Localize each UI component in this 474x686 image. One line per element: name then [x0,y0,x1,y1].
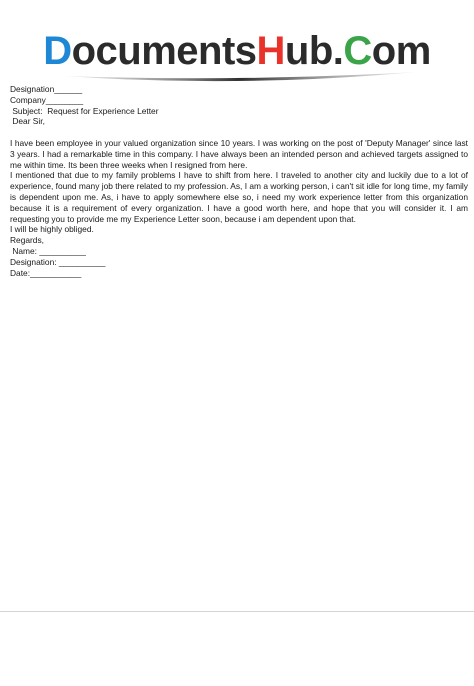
obliged-line: I will be highly obliged. [10,224,94,235]
company-line: Company________ [10,94,84,105]
logo-dot: . [332,29,344,73]
logo-letter-h: H [256,29,285,73]
logo-ub: ub [284,29,333,73]
logo-ocuments: ocuments [71,29,257,73]
regards-line: Regards, [10,235,44,246]
paragraph-spacer [10,127,468,138]
subject-line: Subject: Request for Experience Letter [10,105,159,116]
salutation: Dear Sir, [10,116,45,127]
logo-letter-d: D [43,29,72,73]
logo-letter-c: C [343,29,372,73]
paragraph-1: I have been employee in your valued organization since 10 years. I was working on the post of 'Deputy Manager' since last 3 years. I had a remarkable time in this company. I have always been an intended person and achieved targets assigned to me within time. Its been three weeks when I resigned from here. [10,137,468,170]
logo-om: om [371,29,431,73]
date-line: Date:___________ [10,267,82,278]
paragraph-2: I mentioned that due to my family problems I have to shift from here. I traveled to another city and luckily due to a lot of experience, found many job there related to my profession. As, I am a working person, i can't sit idle for long time, my family is dependent upon me. As, i have to apply somewhere else so, i need my work experience letter from this organization because it is a requirement of every organization. I have a good worth here, and hope that you will consider it. I am requesting you to provide me my Experience Letter soon, because i am dependent upon that. [10,170,468,224]
designation-line: Designation______ [10,84,83,94]
page-footer-divider [0,611,474,612]
documentshub-logo [0,28,474,88]
letter-body [10,84,468,278]
designation-signature-line: Designation: __________ [10,256,106,267]
name-line: Name: __________ [10,245,86,256]
